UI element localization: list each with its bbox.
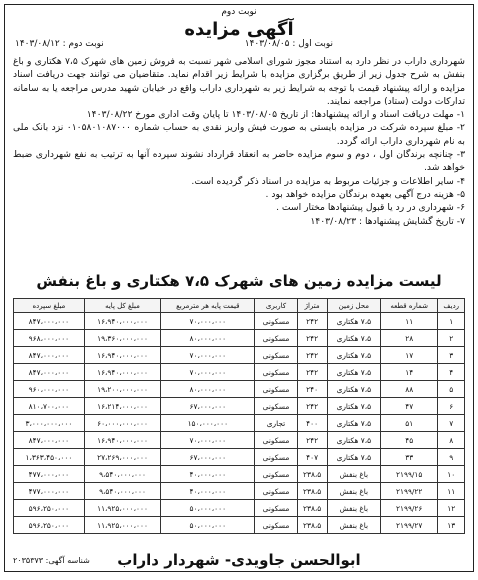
table-cell: ۱۲ [438,500,465,517]
table-cell: ۷۰،۰۰۰،۰۰۰ [161,347,255,364]
table-cell: مسکونی [255,500,297,517]
table-row [14,415,465,432]
auction-notice [4,4,474,572]
table-cell: ۱ [438,313,465,330]
table-row [14,347,465,364]
turn-label: نوبت دوم [221,7,257,17]
table-cell: ۲۱۹۹/۲۶ [380,500,438,517]
table-cell: ۲۳۸،۵ [297,517,327,534]
table-cell: ۱۶،۹۴۰،۰۰۰،۰۰۰ [84,432,160,449]
condition-1: ۱- مهلت دریافت اسناد و ارائه پیشنهادها: از تاریخ ۱۴۰۳/۰۸/۰۵ تا پایان وقت اداری مورخ ۱۴۰۳/۰۸/۲۲ [86,109,465,121]
table-cell: ۷۰،۰۰۰،۰۰۰ [161,364,255,381]
table-cell: ۱۹،۲۰۰،۰۰۰،۰۰۰ [84,381,160,398]
table-cell: باغ بنفش [327,466,380,483]
table-cell: ۸۸ [380,381,438,398]
table-cell: باغ بنفش [327,500,380,517]
notice-body [13,55,465,228]
ad-id: شناسه آگهی: ۲۰۳۵۳۷۳ [13,556,90,565]
table-cell: ۷،۵ هکتاری [327,313,380,330]
table-cell: مسکونی [255,364,297,381]
table-cell: مسکونی [255,449,297,466]
table-cell: ۸۴۷،۰۰۰،۰۰۰ [14,432,85,449]
table-row [14,517,465,534]
table-row [14,381,465,398]
table-cell: ۱۰ [438,466,465,483]
column-header: محل زمین [327,299,380,313]
table-cell: ۳،۰۰۰،۰۰۰،۰۰۰ [14,415,85,432]
table-cell: ۱۶،۹۴۰،۰۰۰،۰۰۰ [84,364,160,381]
table-row [14,432,465,449]
condition-3: ۳- چنانچه برندگان اول ، دوم و سوم مزایده حاضر به انعقاد قرارداد نشوند سپرده آنها به ترتیب به نفع شهرداری ضبط خواهد شد. [13,149,465,174]
table-cell: ۲ [438,330,465,347]
table-cell: ۲۳۸،۵ [297,500,327,517]
table-cell: مسکونی [255,347,297,364]
table-cell: مسکونی [255,432,297,449]
table-cell: ۴ [438,364,465,381]
land-table [13,298,465,534]
table-cell: ۴۰،۰۰۰،۰۰۰ [161,466,255,483]
table-cell: ۹ [438,449,465,466]
table-cell: ۵۰،۰۰۰،۰۰۰ [161,517,255,534]
table-cell: ۸۰،۰۰۰،۰۰۰ [161,381,255,398]
table-cell: ۱۱،۹۲۵،۰۰۰،۰۰۰ [84,517,160,534]
table-header-row [14,299,465,313]
table-cell: ۲۴۲ [297,398,327,415]
condition-6: ۶- شهرداری در رد یا قبول پیشنهادها مختار است . [276,202,465,214]
table-cell: مسکونی [255,381,297,398]
table-cell: ۵۰،۰۰۰،۰۰۰ [161,500,255,517]
table-cell: ۷،۵ هکتاری [327,347,380,364]
table-cell: ۲۴۲ [297,432,327,449]
table-cell: ۵۹۶،۲۵۰،۰۰۰ [14,517,85,534]
table-cell: ۱۶،۹۴۰،۰۰۰،۰۰۰ [84,347,160,364]
table-cell: مسکونی [255,466,297,483]
intro-paragraph: شهرداری داراب در نظر دارد به استناد مجوز شورای اسلامی شهر نسبت به فروش زمین های شهرک ۷،۵ هکتاری و باغ بنفش به شرح جدول زیر از طریق برگزاری مزایده با شرایط زیر اقدام نماید. متقاضیان می توانند جهت دریافت اسناد مزایده و ارائه پیشنهاد قیمت با توجه به شرایط زیر به شهرداری داراب واقع در خیابان شهید مدرس مراجعه یا به سامانه تدارکات دولت (ستاد) مراجعه نمایند. [13,56,466,107]
table-row [14,313,465,330]
table-cell: ۶۷،۰۰۰،۰۰۰ [161,449,255,466]
condition-4: ۴- سایر اطلاعات و جزئیات مربوط به مزایده در اسناد ذکر گردیده است. [191,175,465,187]
table-cell: ۸۴۷،۰۰۰،۰۰۰ [14,347,85,364]
table-cell: ۱۷ [380,347,438,364]
table-row [14,398,465,415]
table-cell: ۷۰،۰۰۰،۰۰۰ [161,432,255,449]
table-cell: ۲۱۹۹/۱۵ [380,466,438,483]
table-cell: ۶۷،۰۰۰،۰۰۰ [161,398,255,415]
table-cell: ۶ [438,398,465,415]
list-title: لیست مزایده زمین های شهرک ۷،۵ هکتاری و باغ بنفش [36,272,442,290]
table-cell: ۲۳۸،۵ [297,483,327,500]
table-cell: ۲۴۰ [297,381,327,398]
table-cell: ۱۶،۲۱۴،۰۰۰،۰۰۰ [84,398,160,415]
table-row [14,449,465,466]
table-cell: ۱۳ [438,517,465,534]
table-cell: ۳ [438,347,465,364]
table-cell: ۱،۳۶۳،۴۵۰،۰۰۰ [14,449,85,466]
table-cell: ۴۷ [380,398,438,415]
table-cell: ۲۴۲ [297,313,327,330]
table-cell: ۵۱ [380,415,438,432]
table-cell: ۸۴۷،۰۰۰،۰۰۰ [14,364,85,381]
first-turn-date: نوبت اول : ۱۴۰۳/۰۸/۰۵ [244,39,333,49]
table-row [14,364,465,381]
table-cell: تجاری [255,415,297,432]
column-header: کاربری [255,299,297,313]
table-cell: ۷،۵ هکتاری [327,432,380,449]
table-cell: ۹۶۸،۰۰۰،۰۰۰ [14,330,85,347]
table-cell: ۱۵۰،۰۰۰،۰۰۰ [161,415,255,432]
table-row [14,466,465,483]
table-cell: ۴۷۷،۰۰۰،۰۰۰ [14,466,85,483]
condition-7: ۷- تاریخ گشایش پیشنهادها : ۱۴۰۳/۰۸/۲۳ [310,215,465,227]
table-cell: ۷،۵ هکتاری [327,381,380,398]
table-cell: ۲۴۲ [297,330,327,347]
table-cell: ۴۰۰ [297,415,327,432]
table-cell: ۷ [438,415,465,432]
condition-2: ۲- مبلغ سپرده شرکت در مزایده بایستی به صورت فیش واریز نقدی به حساب شماره ۰۱۰۵۸۰۱۰۸۷۰۰۰ نزد بانک ملی به نام شهرداری داراب ارائه گردد. [13,122,465,147]
table-cell: ۷،۵ هکتاری [327,364,380,381]
table-cell: ۱۴ [380,364,438,381]
table-cell: ۲۴۲ [297,347,327,364]
mayor-signature: ابوالحسن جاویدی- شهردار داراب [117,551,361,569]
column-header: قیمت پایه هر مترمربع [161,299,255,313]
table-cell: ۵۹۶،۲۵۰،۰۰۰ [14,500,85,517]
table-cell: ۴۰،۰۰۰،۰۰۰ [161,483,255,500]
table-cell: مسکونی [255,330,297,347]
table-cell: مسکونی [255,313,297,330]
table-body [14,313,465,534]
table-cell: ۱۱ [438,483,465,500]
table-row [14,330,465,347]
column-header: مبلغ سپرده [14,299,85,313]
table-cell: ۱۱ [380,313,438,330]
table-cell: ۷۰،۰۰۰،۰۰۰ [161,313,255,330]
notice-title: آگهی مزایده [184,19,294,40]
column-header: متراژ [297,299,327,313]
table-cell: مسکونی [255,398,297,415]
table-cell: ۷،۵ هکتاری [327,415,380,432]
table-cell: ۲۸ [380,330,438,347]
table-cell: ۲۳۸،۵ [297,466,327,483]
table-cell: ۴۵ [380,432,438,449]
table-cell: مسکونی [255,517,297,534]
table-cell: ۱۱،۹۲۵،۰۰۰،۰۰۰ [84,500,160,517]
table-cell: ۴۷۷،۰۰۰،۰۰۰ [14,483,85,500]
column-header: شماره قطعه [380,299,438,313]
table-cell: ۳۳ [380,449,438,466]
table-cell: ۱۹،۳۶۰،۰۰۰،۰۰۰ [84,330,160,347]
table-cell: مسکونی [255,483,297,500]
table-row [14,483,465,500]
table-cell: ۸ [438,432,465,449]
condition-5: ۵- هزینه درج آگهی بعهده برندگان مزایده خواهد بود . [265,188,465,200]
table-cell: باغ بنفش [327,483,380,500]
column-header: مبلغ کل پایه [84,299,160,313]
second-turn-date: نوبت دوم : ۱۴۰۳/۰۸/۱۲ [15,39,104,49]
table-cell: ۷،۵ هکتاری [327,398,380,415]
table-cell: ۵ [438,381,465,398]
table-cell: ۴۰۷ [297,449,327,466]
table-cell: ۷،۵ هکتاری [327,330,380,347]
table-cell: ۸۰،۰۰۰،۰۰۰ [161,330,255,347]
table-cell: ۲۴۲ [297,364,327,381]
table-cell: ۷،۵ هکتاری [327,449,380,466]
table-cell: ۲۷،۲۶۹،۰۰۰،۰۰۰ [84,449,160,466]
table-cell: ۹،۵۴۰،۰۰۰،۰۰۰ [84,483,160,500]
table-cell: ۱۶،۹۴۰،۰۰۰،۰۰۰ [84,313,160,330]
table-cell: ۸۱۰،۷۰۰،۰۰۰ [14,398,85,415]
table-cell: ۸۴۷،۰۰۰،۰۰۰ [14,313,85,330]
table-cell: ۹۶۰،۰۰۰،۰۰۰ [14,381,85,398]
column-header: ردیف [438,299,465,313]
table-cell: ۶۰،۰۰۰،۰۰۰،۰۰۰ [84,415,160,432]
table-cell: ۹،۵۴۰،۰۰۰،۰۰۰ [84,466,160,483]
table-row [14,500,465,517]
table-cell: باغ بنفش [327,517,380,534]
table-cell: ۲۱۹۹/۲۷ [380,517,438,534]
table-cell: ۲۱۹۹/۲۲ [380,483,438,500]
